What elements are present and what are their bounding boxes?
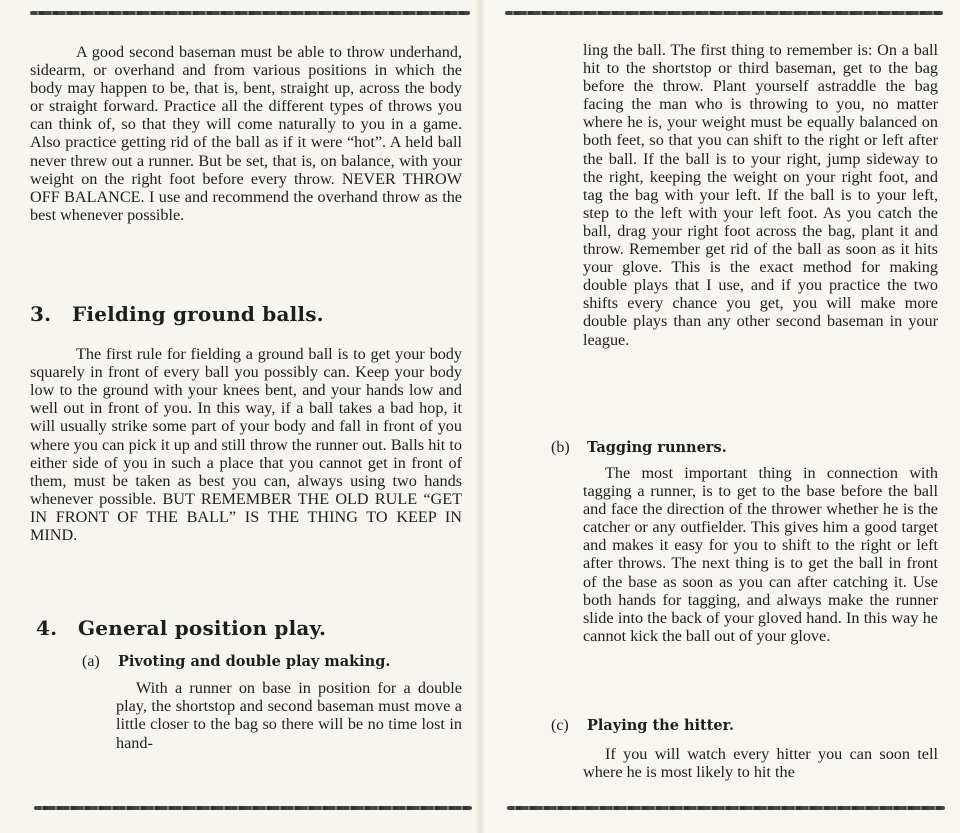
section-heading-fielding — [30, 302, 462, 326]
paragraph-hitter: If you will watch every hitter you can soon tell where he is most likely to hit the — [583, 745, 938, 782]
subsection-label: (c) — [551, 717, 569, 734]
top-rule-left — [30, 11, 470, 15]
bottom-rule-left — [34, 806, 472, 810]
book-gutter — [476, 0, 484, 833]
right-column — [583, 41, 938, 349]
paragraph-throwing: A good second baseman must be able to throw underhand, sidearm, or overhand and from various positions in which the body may happen to be, that is, bent, straight up, across the body or straight forward. Practice all the different types of throws you can think of, so that they will come naturally to you in a game. Also practice getting rid of the ball as if it were “hot”. A held ball never threw out a runner. But be set, that is, on balance, with your weight on the right foot before every throw. NEVER THROW OFF BALANCE. I use and recommend the overhand throw as the best whenever possible. — [30, 43, 462, 224]
paragraph-pivoting-continued: ling the ball. The first thing to remember is: On a ball hit to the shortstop or third baseman, get to the bag before the throw. Plant yourself astraddle the bag facing the man who is throwing to you, no matter where he is, your weight must be equally balanced on both feet, so that you can shift to the right or left after the ball. If the ball is to your right, jump sideway to the right, keeping the weight on your right foot, and tag the bag with your left. If the ball is to your left, step to the left with your left foot. As you catch the ball, drag your right foot across the bag, plant it and throw. Remember get rid of the ball as soon as it hits your glove. This is the exact method for making double plays that I use, and if you practice the two shifts every chance you get, you will make more double plays than any other second baseman in your league. — [583, 41, 938, 349]
section-heading-position — [36, 616, 462, 641]
bottom-rule-right — [507, 806, 945, 810]
top-rule-right — [505, 11, 943, 15]
section-number: 3. — [30, 302, 52, 326]
subsection-heading-tagging — [551, 439, 727, 457]
right-column-tagging — [583, 464, 938, 645]
paragraph-pivoting: With a runner on base in position for a double play, the shortstop and second baseman must move a little closer to the bag so there will be no time lost in hand- — [116, 679, 462, 752]
subsection-label: (b) — [551, 439, 570, 456]
paragraph-tagging: The most important thing in connection with tagging a runner, is to get to the base before the ball and face the direction of the thrower whether he is the catcher or any outfielder. This gives him a good target and makes it easy for you to shift to the right or left after throws. The next thing is to get the ball in front of the base as soon as you can after catching it. Use both hands for tagging, and always make the runner slide into the back of your gloved hand. In this way he cannot kick the ball out of your glove. — [583, 464, 938, 645]
section-title: Fielding ground balls. — [72, 302, 324, 326]
section-number: 4. — [36, 616, 58, 641]
subsection-label: (a) — [82, 653, 100, 671]
paragraph-fielding: The first rule for fielding a ground ball is to get your body squarely in front of every ball you possibly can. Keep your body low to the ground with your knees bent, and your hands low and well out in front of you. In this way, if a ball takes a bad hop, it will usually strike some part of your body and fall in front of you where you can pick it up and still throw the runner out. Balls hit to either side of you in such a place that you cannot get in front of them, must be taken as best you can, always using two hands whenever possible. BUT REMEMBER THE OLD RULE “GET IN FRONT OF THE BALL” IS THE THING TO KEEP IN MIND. — [30, 345, 462, 545]
subsection-heading-hitter — [551, 717, 734, 735]
section-title: General position play. — [78, 616, 327, 641]
subsection-title: Tagging runners. — [587, 439, 727, 456]
subsection-title: Pivoting and double play making. — [118, 653, 391, 671]
right-column-hitter — [583, 745, 938, 781]
subsection-heading-pivoting — [82, 653, 462, 671]
left-column — [30, 43, 462, 752]
subsection-title: Playing the hitter. — [587, 717, 735, 734]
